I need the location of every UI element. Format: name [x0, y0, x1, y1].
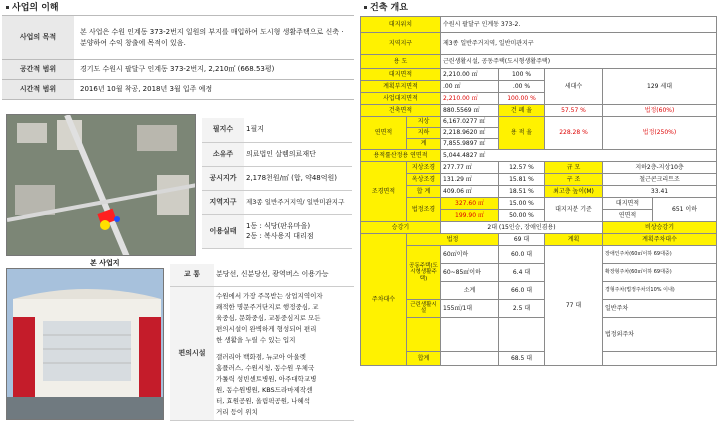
cell: 77 대 [545, 246, 603, 366]
cell: 대지지분 기준 [545, 198, 603, 222]
cell: 일반주차 [603, 300, 717, 318]
cell: .00 ㎡ [441, 81, 499, 93]
left-panel [2, 2, 354, 423]
cell: 법정외주차 [603, 318, 717, 352]
cell: 18.51 % [499, 186, 545, 198]
amenity-line: 쾌적한 명문주거단지로 행정중심, 교 [216, 302, 319, 311]
amenity-line: 편의시설이 완벽하게 형성되어 편리 [216, 324, 317, 333]
right-panel [360, 2, 716, 423]
cell: 228.28 % [545, 117, 603, 150]
aerial-photo-svg [7, 115, 196, 256]
cell [441, 352, 499, 366]
cell: 지상조경 [407, 162, 441, 174]
cell: 327.60 ㎡ [441, 198, 499, 210]
amenity-line: 터, 효원공원, 올림픽공원, 나혜석 [216, 396, 311, 405]
cell: 건축면적 [361, 105, 441, 117]
amenity-line: 육중심, 문화중심, 교통중심지로 모든 [216, 313, 321, 322]
cell [441, 318, 499, 352]
cell: 승강기 [361, 222, 441, 234]
cell: 계 [407, 139, 441, 150]
cell: 경형주차(법정주차의10% 이내) [603, 282, 717, 300]
traffic-value: 분당선, 신분당선, 광역버스 이용가능 [214, 264, 354, 286]
cell: 최고층 높이(M) [545, 186, 603, 198]
cell: 50.00 % [499, 210, 545, 222]
cell: 비상승강기 [603, 222, 717, 234]
building-photo-svg [7, 269, 164, 420]
cell: 2,218.9620 ㎡ [441, 128, 499, 139]
cell: 60~85㎡이하 [441, 264, 499, 282]
summary-value: 2016년 10월 착공, 2018년 3월 입주 예정 [74, 80, 354, 100]
cell: 확장형주차(60㎡이하 69대중) [603, 264, 717, 282]
cell: 세대수 [545, 69, 603, 105]
amenity-text [214, 286, 354, 420]
cell: 2,210.00 ㎡ [441, 69, 499, 81]
cell: 조경면적 [361, 162, 407, 222]
cell: 용적률산정용 연면적 [361, 150, 441, 162]
section-title-building: 건축 개요 [360, 2, 716, 14]
site-info-label: 공시지가 [202, 166, 244, 190]
cell: 66.0 대 [499, 282, 545, 300]
cell: 131.29 ㎡ [441, 174, 499, 186]
amenity-line: 한 생활을 누릴 수 있는 입지 [216, 335, 296, 344]
cell: 연면적 [603, 210, 653, 222]
cell: 651 이하 [653, 198, 717, 222]
amenity-line: 홈플러스, 수원시청, 동수원 우체국 [216, 363, 315, 372]
traffic-label: 교 통 [170, 264, 214, 286]
amenity-line: 원, 동수원병원, KBS드라마제작센 [216, 385, 313, 394]
cell: .00 % [499, 81, 545, 93]
aerial-photo [6, 114, 196, 256]
site-info-table [202, 118, 352, 249]
cell: 5,044.4827 ㎡ [441, 150, 717, 162]
cell: 지하 [407, 128, 441, 139]
cell: 6.4 대 [499, 264, 545, 282]
cell: 2대 (15인승, 장애인겸용) [441, 222, 603, 234]
cell: 409.06 ㎡ [441, 186, 499, 198]
cell: 소계 [441, 282, 499, 300]
cell: 12.57 % [499, 162, 545, 174]
cell: 법정 [407, 234, 499, 246]
cell: 계획 [545, 234, 603, 246]
cell: 199.90 ㎡ [441, 210, 499, 222]
site-info-value: 제3종 일반주거지역/ 일반미관지구 [244, 190, 352, 214]
cell: 용 도 [361, 55, 441, 69]
cell: 지하2층-지상10층 [603, 162, 717, 174]
cell: 68.5 대 [499, 352, 545, 366]
cell: 15.81 % [499, 174, 545, 186]
cell: 공동주택(도시형생활주택) [407, 246, 441, 300]
cell: 법정조경 [407, 198, 441, 222]
building-photo [6, 268, 164, 420]
cell: 15.00 % [499, 198, 545, 210]
cell: 용 적 율 [499, 117, 545, 150]
project-summary-table [2, 15, 354, 100]
cell: 100 % [499, 69, 545, 81]
cell: 60.0 대 [499, 246, 545, 264]
summary-label: 사업의 목적 [2, 16, 74, 60]
cell: 대지면적 [361, 69, 441, 81]
location-info-table [170, 264, 354, 421]
cell: 7,855.9897 ㎡ [441, 139, 499, 150]
cell: 주차대수 [361, 234, 407, 366]
cell: 지역지구 [361, 33, 441, 55]
summary-label: 시간적 범위 [2, 80, 74, 100]
cell: 합 계 [407, 186, 441, 198]
site-info-label: 지역지구 [202, 190, 244, 214]
site-info-value: 의료법인 살렘의료재단 [244, 142, 352, 166]
amenity-line: 가톨릭 성빈센트병원, 아주대학교병 [216, 374, 317, 383]
cell: 6,167.0277 ㎡ [441, 117, 499, 128]
cell [407, 318, 441, 352]
cell: 880.5569 ㎡ [441, 105, 499, 117]
cell: 계획주차대수 [603, 234, 717, 246]
site-caption: 본 사업지 [90, 259, 120, 267]
section-title-project: 사업의 이해 [2, 2, 354, 14]
cell: 연면적 [361, 117, 407, 150]
summary-value: 경기도 수원시 팔달구 인계동 373-2번지, 2,210㎡ (668.53평) [74, 60, 354, 80]
site-info-label: 이용실태 [202, 214, 244, 248]
cell: 사업대지면적 [361, 93, 441, 105]
amenity-label: 편의시설 [170, 286, 214, 420]
cell: 계획부지면적 [361, 81, 441, 93]
cell: 제3종 일반주거지역, 일반미관지구 [441, 33, 717, 55]
summary-label: 공간적 범위 [2, 60, 74, 80]
cell: 대지위치 [361, 17, 441, 33]
cell: 33.41 [603, 186, 717, 198]
cell [603, 352, 717, 366]
cell: 근린생활시설 [407, 300, 441, 318]
cell: 철근콘크리트조 [603, 174, 717, 186]
site-info-label: 필지수 [202, 118, 244, 142]
cell: 근린생활시설, 공동주택(도시형생활주택) [441, 55, 717, 69]
cell: 155㎡/1대 [441, 300, 499, 318]
cell: 60㎡이하 [441, 246, 499, 264]
cell: 건 폐 율 [499, 105, 545, 117]
cell: 지상 [407, 117, 441, 128]
cell: 법정(250%) [603, 117, 717, 150]
cell: 수원시 팔달구 인계동 373-2. [441, 17, 717, 33]
cell: 법정(60%) [603, 105, 717, 117]
amenity-line: 거리 등이 위치 [216, 407, 258, 416]
site-info-value: 1동 : 식당(판유마을) 2동 : 복사용지 대리점 [244, 214, 352, 248]
cell: 2.5 대 [499, 300, 545, 318]
cell: 2,210.00 ㎡ [441, 93, 499, 105]
building-overview-table [360, 16, 717, 366]
cell: 69 대 [499, 234, 545, 246]
cell: 100.00 % [499, 93, 545, 105]
cell: 대지면적 [603, 198, 653, 210]
amenity-line: 갤러리아 백화점, 뉴코아 아울렛 [216, 352, 306, 361]
cell: 장애인주차(60㎡이하 69대중) [603, 246, 717, 264]
summary-value: 본 사업은 수원 인계동 373-2번지 일원의 부지를 매입하여 도시형 생활주택으로 신축 · 분양하여 수익 창출에 목적이 있음. [74, 16, 354, 60]
amenity-line: 수원에서 가장 주목받는 상업지역이자 [216, 291, 323, 300]
cell: 합계 [407, 352, 441, 366]
cell: 옥상조경 [407, 174, 441, 186]
cell: 129 세대 [603, 69, 717, 105]
cell [499, 318, 545, 352]
site-info-value: 1필지 [244, 118, 352, 142]
site-info-label: 소유주 [202, 142, 244, 166]
cell: 구 조 [545, 174, 603, 186]
cell: 57.57 % [545, 105, 603, 117]
cell: 277.77 ㎡ [441, 162, 499, 174]
site-info-value: 2,178천원/㎡ (합, 약48억원) [244, 166, 352, 190]
cell: 규 모 [545, 162, 603, 174]
